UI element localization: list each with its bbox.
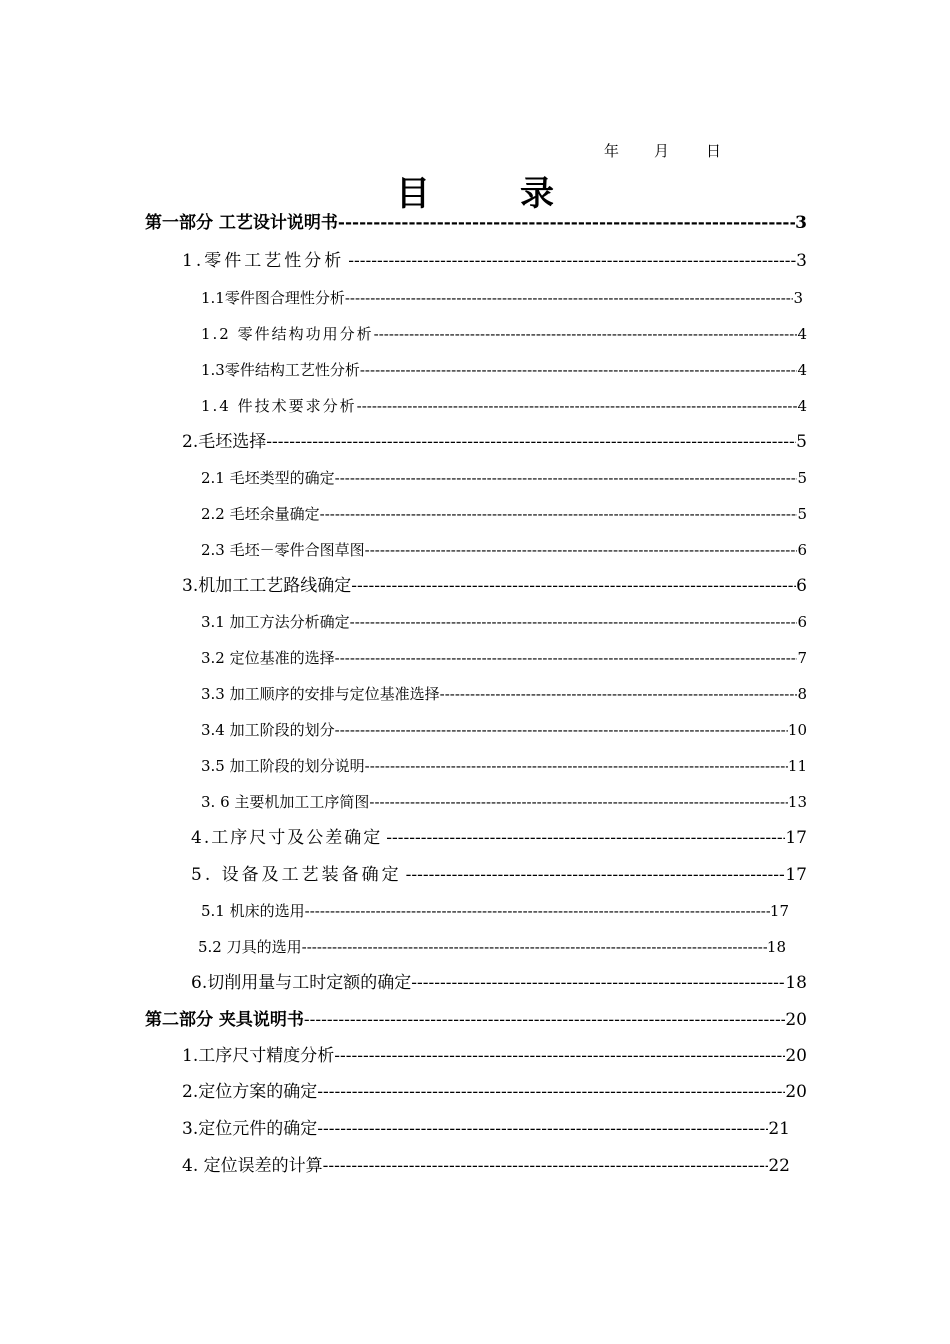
toc-page-number: 6 [796, 576, 807, 596]
date-month-label: 月 [654, 142, 670, 160]
toc-label: 3.5 加工阶段的划分说明 [201, 757, 365, 775]
toc-label: 1.2 零件结构功用分析 [201, 325, 374, 343]
toc-item-3-6[interactable] [201, 789, 807, 815]
toc-item-5-2[interactable] [198, 934, 786, 960]
toc-label: 第二部分 夹具说明书 [145, 1010, 304, 1030]
toc-page-number: 6 [797, 541, 807, 559]
toc-page-number: 21 [768, 1119, 790, 1139]
toc-item-1-4[interactable] [201, 393, 807, 419]
toc-leader [350, 609, 798, 635]
toc-leader [357, 393, 798, 419]
toc-label: 1.1零件图合理性分析 [201, 289, 345, 307]
toc-label: 1.零件工艺性分析 [182, 251, 345, 271]
toc-page-number: 13 [787, 793, 807, 811]
date-line [604, 140, 721, 161]
toc-leader [369, 789, 788, 815]
toc-label: 5.2 刀具的选用 [198, 938, 302, 956]
toc-page-number: 18 [785, 973, 807, 993]
toc-label: 5.1 机床的选用 [201, 902, 305, 920]
toc-page-number: 17 [785, 828, 807, 848]
toc-label: 1.4 件技术要求分析 [201, 397, 357, 415]
toc-page-number: 4 [797, 325, 807, 343]
toc-leader [266, 429, 796, 455]
toc-page-number: 3 [796, 251, 807, 271]
toc-page-number: 8 [797, 685, 807, 703]
toc-item-3-2[interactable] [201, 645, 807, 671]
toc-page-number: 10 [787, 721, 807, 739]
toc-page-number: 17 [785, 865, 807, 885]
toc-leader [335, 645, 798, 671]
toc-item-2[interactable] [182, 429, 807, 455]
toc-item-4[interactable] [191, 825, 807, 851]
toc-leader [365, 753, 788, 779]
toc-page-number: 18 [766, 938, 786, 956]
toc-item-1[interactable] [182, 248, 807, 274]
toc-leader [317, 1116, 768, 1142]
date-year-label: 年 [604, 142, 620, 160]
toc-label: 6.切削用量与工时定额的确定 [191, 973, 412, 993]
toc-part2-item-2[interactable] [182, 1079, 807, 1105]
toc-part2-item-3[interactable] [182, 1116, 790, 1142]
toc-item-2-1[interactable] [201, 465, 807, 491]
toc-page-number: 3 [793, 289, 803, 307]
toc-page-number: 7 [797, 649, 807, 667]
toc-item-3-1[interactable] [201, 609, 807, 635]
toc-page-number: 5 [797, 469, 807, 487]
toc-label: 第一部分 工艺设计说明书 [145, 213, 338, 233]
toc-page-number: 3 [795, 213, 807, 233]
toc-page-number: 20 [785, 1046, 807, 1066]
toc-page-number: 5 [797, 505, 807, 523]
toc-leader [317, 1079, 785, 1105]
toc-leader [360, 357, 798, 383]
toc-item-1-3[interactable] [201, 357, 807, 383]
toc-label: 4.工序尺寸及公差确定 [191, 828, 383, 848]
date-day-label: 日 [706, 142, 722, 160]
toc-leader [351, 573, 796, 599]
toc-leader [386, 825, 785, 851]
toc-leader [305, 898, 770, 924]
toc-label: 3.定位元件的确定 [182, 1119, 318, 1139]
toc-leader [440, 681, 798, 707]
toc-page-number: 20 [785, 1010, 807, 1030]
toc-leader [411, 970, 785, 996]
toc-leader [304, 1007, 785, 1033]
toc-page-number: 22 [768, 1156, 790, 1176]
toc-item-3-4[interactable] [201, 717, 807, 743]
toc-part-2[interactable] [145, 1007, 807, 1033]
toc-label: 3.3 加工顺序的安排与定位基准选择 [201, 685, 440, 703]
toc-page-number: 20 [785, 1082, 807, 1102]
toc-item-1-1[interactable] [201, 285, 803, 311]
toc-item-3-5[interactable] [201, 753, 807, 779]
toc-leader [320, 501, 798, 527]
toc-item-5-1[interactable] [201, 898, 789, 924]
toc-leader [335, 465, 798, 491]
toc-label: 2.3 毛坯－零件合图草图 [201, 541, 365, 559]
toc-label: 1.工序尺寸精度分析 [182, 1046, 335, 1066]
toc-leader [334, 1043, 785, 1069]
toc-part2-item-1[interactable] [182, 1043, 807, 1069]
toc-item-3[interactable] [182, 573, 807, 599]
toc-leader [335, 717, 788, 743]
toc-label: 2.定位方案的确定 [182, 1082, 318, 1102]
toc-page-number: 11 [787, 757, 807, 775]
toc-label: 3. 6 主要机加工工序简图 [201, 793, 370, 811]
toc-page-number: 6 [797, 613, 807, 631]
toc-page-number: 4 [797, 361, 807, 379]
toc-leader [338, 210, 795, 236]
toc-label: 3.机加工工艺路线确定 [182, 576, 352, 596]
toc-part2-item-4[interactable] [182, 1153, 790, 1179]
title-char-1: 目 [396, 174, 430, 214]
toc-item-1-2[interactable] [201, 321, 807, 347]
toc-leader [323, 1153, 769, 1179]
toc-leader [365, 537, 798, 563]
toc-leader [302, 934, 767, 960]
toc-label: 2.1 毛坯类型的确定 [201, 469, 335, 487]
toc-leader [406, 862, 786, 888]
toc-leader [374, 321, 798, 347]
toc-page-number: 17 [769, 902, 789, 920]
toc-page-number: 5 [796, 432, 807, 452]
toc-item-2-2[interactable] [201, 501, 807, 527]
toc-item-6[interactable] [191, 970, 807, 996]
toc-leader [345, 285, 794, 311]
toc-leader [348, 248, 796, 274]
toc-label: 4. 定位误差的计算 [182, 1156, 323, 1176]
page-title [0, 166, 950, 215]
toc-item-5[interactable] [191, 862, 807, 888]
title-char-2: 录 [520, 174, 554, 214]
toc-label: 3.4 加工阶段的划分 [201, 721, 335, 739]
toc-label: 1.3零件结构工艺性分析 [201, 361, 360, 379]
toc-part-1[interactable] [145, 210, 807, 236]
toc-item-2-3[interactable] [201, 537, 807, 563]
toc-label: 3.1 加工方法分析确定 [201, 613, 350, 631]
toc-page-number: 4 [797, 397, 807, 415]
toc-label: 3.2 定位基准的选择 [201, 649, 335, 667]
toc-label: 2.2 毛坯余量确定 [201, 505, 320, 523]
toc-item-3-3[interactable] [201, 681, 807, 707]
toc-label: 2.毛坯选择 [182, 432, 267, 452]
toc-label: 5. 设备及工艺装备确定 [191, 865, 402, 885]
